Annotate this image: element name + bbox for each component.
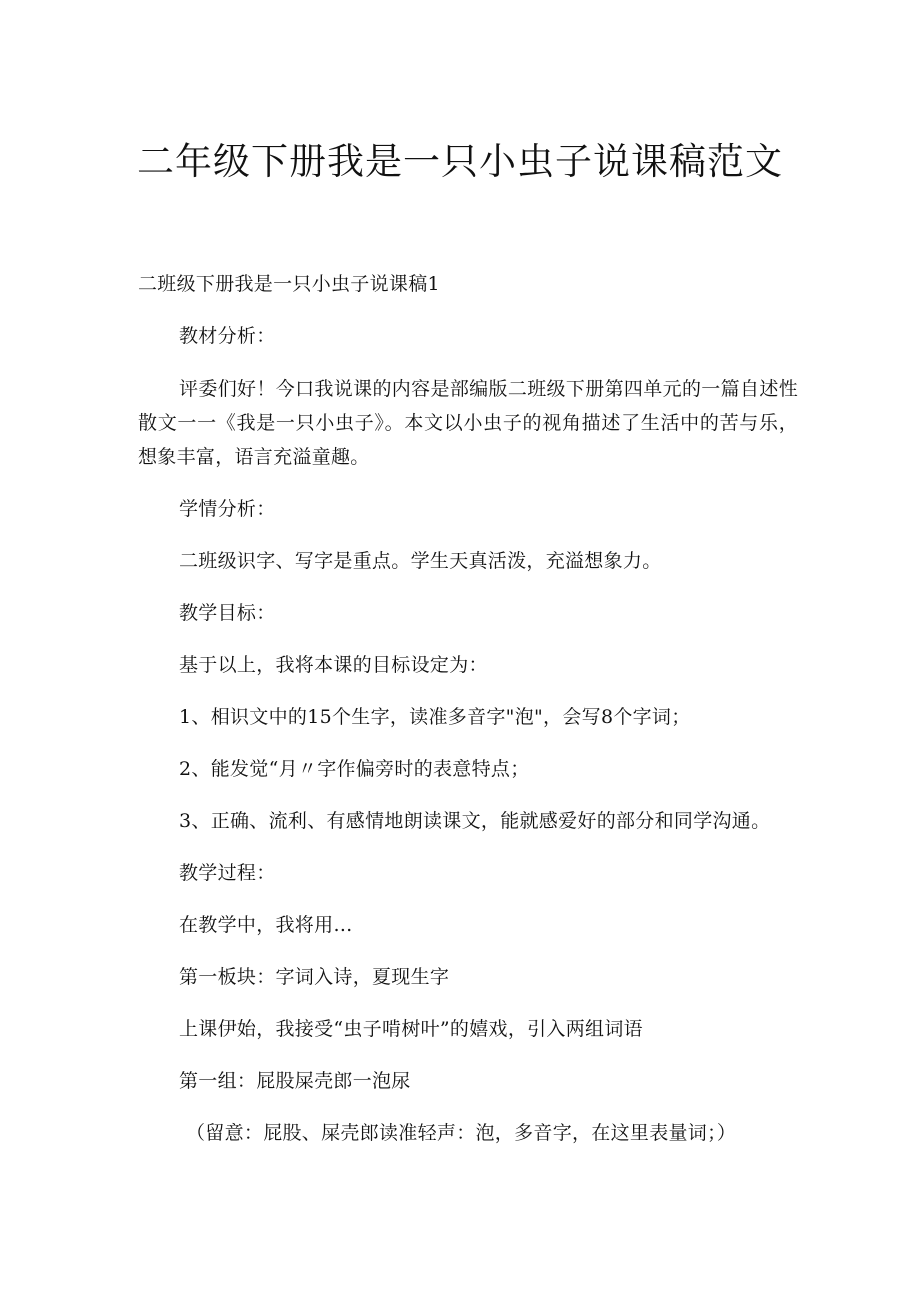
goal-item-1: 1、相识文中的15个生字，读准多音字"泡"，会写8个字词； — [179, 706, 691, 728]
heading-teaching-goals: 教学目标： — [179, 602, 276, 624]
goal-item-3: 3、正确、流利、有感情地朗读课文，能就感爱好的部分和同学沟通。 — [179, 810, 771, 832]
paragraph-group-1: 第一组：屁股屎壳郎一泡尿 — [179, 1070, 411, 1092]
heading-textbook-analysis: 教材分析： — [179, 325, 276, 347]
heading-student-analysis: 学情分析： — [179, 498, 276, 520]
paragraph-process-intro: 在教学中，我将用… — [179, 914, 353, 936]
heading-block-1: 第一板块：字词入诗，夏现生字 — [179, 966, 450, 988]
paragraph-note: （留意：屁股、屎壳郎读准轻声：泡，多音字，在这里表量词；） — [186, 1122, 737, 1144]
document-body — [138, 268, 798, 1169]
section-subtitle: 二班级下册我是一只小虫子说课稿1 — [138, 273, 440, 295]
paragraph-block-1: 上课伊始，我接受“虫子啃树叶”的嬉戏，引入两组词语 — [179, 1018, 643, 1040]
heading-teaching-process: 教学过程： — [179, 862, 276, 884]
goal-item-2: 2、能发觉“月〃字作偏旁时的表意特点； — [179, 758, 530, 780]
paragraph-student-analysis: 二班级识字、写字是重点。学生天真活泼，充溢想象力。 — [179, 550, 662, 572]
paragraph-intro: 评委们好！今口我说课的内容是部编版二班级下册第四单元的一篇自述性散文一一《我是一只小虫子》。本文以小虫子的视角描述了生活中的苦与乐，想象丰富，语言充溢童趣。 — [138, 378, 798, 468]
paragraph-goals-intro: 基于以上，我将本课的目标设定为： — [179, 654, 488, 676]
document-title: 二年级下册我是一只小虫子说课稿范文 — [137, 140, 783, 183]
